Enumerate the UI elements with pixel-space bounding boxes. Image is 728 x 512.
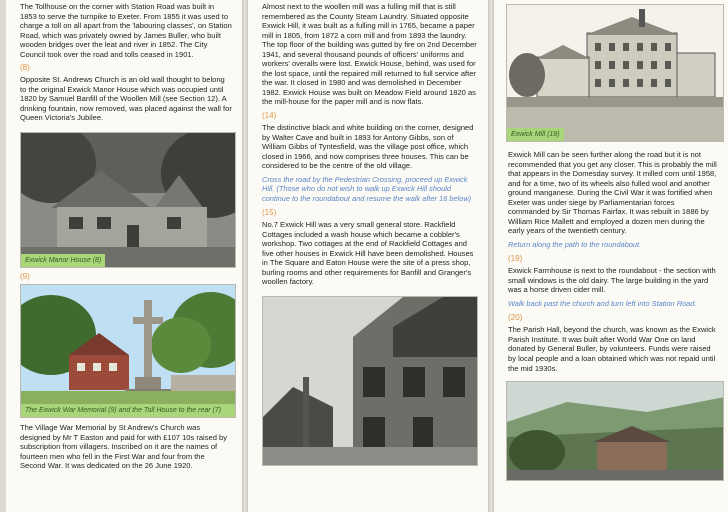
- direction-station-road: Walk back past the church and turn left into Station Road.: [508, 298, 697, 308]
- section-15-number: (15): [262, 207, 277, 217]
- direction-exwick-hill: Cross the road by the Pedestrian Crossing, proceed up Exwick Hill. (Those who do not wish to walk up Exwick Hill should continue to the roundabout and resume the walk after 16 below): [262, 174, 472, 203]
- section-19-paragraph: Exwick Farmhouse is next to the roundabout - the section with small windows is the old dairy. The large building in the yard was a horse driven cider mill.: [508, 266, 716, 295]
- section-9-number: (9): [20, 272, 30, 282]
- manor-house-photo: [20, 132, 236, 268]
- section-20-paragraph: The Parish Hall, beyond the church, was known as the Exwick Parish Institute. It was built after World War One on land donated by General Buller, by volunteers. Funds were raised by local people and a loan obtained which was not repaid until the mid 1930s.: [508, 325, 716, 373]
- column-right: [494, 0, 728, 512]
- manor-house-image: [21, 133, 236, 268]
- column-middle: [248, 0, 488, 512]
- parish-hall-image: [507, 382, 724, 481]
- direction-roundabout: Return along the path to the roundabout.: [508, 239, 642, 249]
- section-20-number: (20): [508, 313, 523, 323]
- exwick-mill-photo: [506, 4, 724, 142]
- exwick-mill-caption: Exwick Mill (18): [507, 128, 564, 141]
- war-memorial-photo: [20, 284, 236, 418]
- fulling-mill-paragraph: Almost next to the woollen mill was a fulling mill that is still remembered as the County Steam Laundry. Situated opposite Exwick Hill, it was built as a fulling mill in 1765, became a paper mill in 1805, from 1872 a corn mill and from 1893 the laundry. The top floor of the building was gutted by fire on 2nd December 1941, and several thousand pounds of officers' uniforms and workers' overalls were lost. Exwick House, behind, was used for the lost space, until the repaired mill returned to full service after the war. It closed in 1980 and was demolished in December 1982. Exwick House was built on Meadow Field around 1820 as the mill-house for the paper mill and is now flats.: [262, 2, 477, 107]
- parish-hall-photo: [506, 381, 724, 481]
- column-right-text: [506, 150, 728, 373]
- exwick-mill-image: [507, 5, 724, 142]
- war-memorial-image: [21, 285, 236, 418]
- exwick-hill-photo: [262, 296, 478, 466]
- section-15-paragraph: No.7 Exwick Hill was a very small general store. Rackfield Cottages included a wash house which became a cobbler's workshop. Two cottages at the end of Rackfield Cottages and five other houses in Exwick Hill have been demolished. Houses in The Square and Eaton House were the site of a press shop, burling rooms and other requirements for Banfill and Granger's woollen factory.: [262, 219, 474, 287]
- section-9-paragraph: The Village War Memorial by St Andrew's Church was designed by Mr T Easton and paid for with £107 10s raised by subscription from villagers. Inscribed on it are the names of fourteen men who fell in the First War and four from the Second War. It was dedicated on the 26 June 1920.: [20, 423, 227, 471]
- section-19-number: (19): [508, 254, 523, 264]
- tollhouse-paragraph: The Tollhouse on the corner with Station Road was built in 1853 to serve the turnpike to Exeter. From 1855 it was used to charge a toll on all apart from the 'labouring classes', on Station Road, which was privately owned by James Buller, who built wooden bridges over the leat and river in 1852. The City Council took over the road and tolls ceased in 1901.: [20, 2, 232, 59]
- column-left: [6, 0, 242, 512]
- war-memorial-caption: The Exwick War Memorial (9) and the Toll House to the rear (7): [21, 404, 235, 417]
- section-8-number: (8): [20, 63, 30, 73]
- section-14-paragraph: The distinctive black and white building on the corner, designed by Walter Cave and built in 1893 for Antony Gibbs, son of William Gibbs of Tyntesfield, was the village post office, which closed in 1966, and now comprises three houses. This can be considered to be the centre of the old village.: [262, 123, 474, 171]
- section-14-number: (14): [262, 111, 277, 121]
- exwick-mill-paragraph: Exwick Mill can be seen further along the road but it is not recommended that you get any closer. This is probably the mill that appears in the Domesday survey. It milled corn until 1958, and for a time, two of its wheels also fulled wool and another ground manganese. During the Civil War it was fortified when Exeter was under siege by Parliamentarian forces commanded by Sir Thomas Fairfax. It was rebuilt in 1886 by William Rice Mallett and employed a dozen men during the early years of the twentieth century.: [508, 150, 717, 236]
- exwick-hill-image: [263, 297, 478, 466]
- manor-house-caption: Exwick Manor House (8): [21, 254, 105, 267]
- section-8-paragraph: Opposite St. Andrews Church is an old wall thought to belong to the original Exwick Manor House which was occupied until 1820 by Samuel Banfill of the Woollen Mill (see Section 12). A drinking fountain, now removed, was placed against the wall for Queen Victoria's Jubilee.: [20, 75, 232, 123]
